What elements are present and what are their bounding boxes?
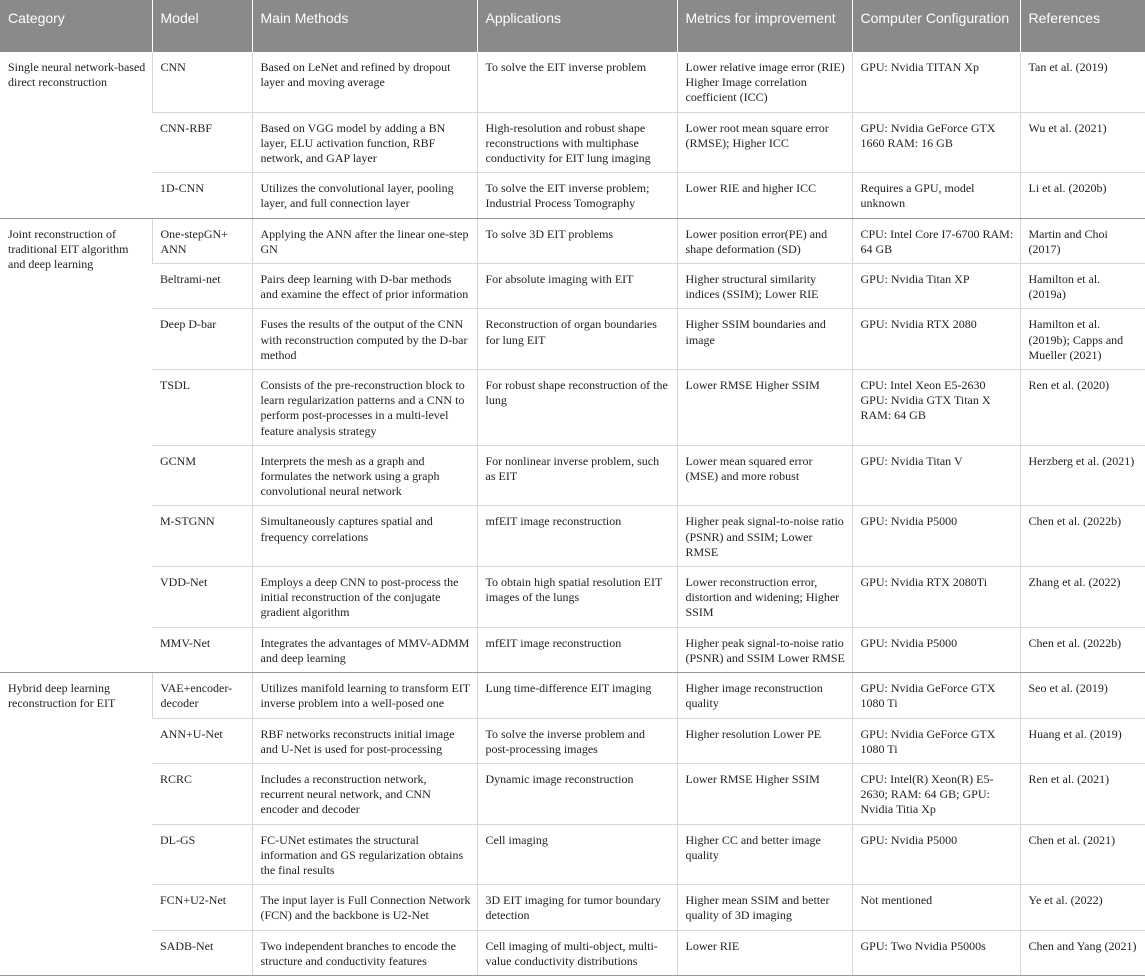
applications-cell: High-resolution and robust shape reconstructions with multiphase conductivity for EIT lung imaging xyxy=(477,112,677,173)
model-cell: TSDL xyxy=(152,370,252,446)
metrics-cell: Lower RIE and higher ICC xyxy=(677,173,852,218)
metrics-cell: Lower RMSE Higher SSIM xyxy=(677,763,852,824)
config-cell: GPU: Nvidia TITAN Xp xyxy=(852,52,1020,112)
header-category: Category xyxy=(0,0,152,52)
references-cell: Seo et al. (2019) xyxy=(1020,673,1145,718)
model-cell: CNN xyxy=(152,52,252,112)
table-row xyxy=(0,567,1145,628)
applications-cell: Reconstruction of organ boundaries for lung EIT xyxy=(477,309,677,370)
table-row xyxy=(0,718,1145,763)
header-metrics: Metrics for improvement xyxy=(677,0,852,52)
metrics-cell: Higher resolution Lower PE xyxy=(677,718,852,763)
table-row xyxy=(0,627,1145,672)
config-cell: GPU: Nvidia Titan XP xyxy=(852,264,1020,309)
category-cell: Single neural network-based direct reconstruction xyxy=(0,52,152,218)
applications-cell: To solve the EIT inverse problem; Industrial Process Tomography xyxy=(477,173,677,218)
table-row xyxy=(0,673,1145,718)
config-cell: CPU: Intel(R) Xeon(R) E5-2630; RAM: 64 GB; GPU: Nvidia Titia Xp xyxy=(852,763,1020,824)
model-cell: ANN+U-Net xyxy=(152,718,252,763)
model-cell: DL-GS xyxy=(152,824,252,885)
metrics-cell: Lower root mean square error (RMSE); Higher ICC xyxy=(677,112,852,173)
applications-cell: To solve the EIT inverse problem xyxy=(477,52,677,112)
table-row xyxy=(0,370,1145,446)
metrics-cell: Higher image reconstruction quality xyxy=(677,673,852,718)
metrics-cell: Higher CC and better image quality xyxy=(677,824,852,885)
category-cell: Hybrid deep learning reconstruction for EIT xyxy=(0,673,152,976)
applications-cell: Cell imaging xyxy=(477,824,677,885)
methods-cell: Consists of the pre-reconstruction block to learn regularization patterns and a CNN to perform post-processes in a multi-level feature analysis strategy xyxy=(252,370,477,446)
header-model: Model xyxy=(152,0,252,52)
methods-cell: Applying the ANN after the linear one-step GN xyxy=(252,218,477,263)
applications-cell: To solve 3D EIT problems xyxy=(477,218,677,263)
config-cell: GPU: Nvidia P5000 xyxy=(852,506,1020,567)
references-cell: Hamilton et al. (2019b); Capps and Mueller (2021) xyxy=(1020,309,1145,370)
config-cell: Not mentioned xyxy=(852,885,1020,930)
applications-cell: 3D EIT imaging for tumor boundary detection xyxy=(477,885,677,930)
applications-cell: For robust shape reconstruction of the lung xyxy=(477,370,677,446)
applications-cell: Dynamic image reconstruction xyxy=(477,763,677,824)
config-cell: GPU: Nvidia Titan V xyxy=(852,445,1020,506)
header-computer-configuration: Computer Configuration xyxy=(852,0,1020,52)
config-cell: GPU: Nvidia RTX 2080Ti xyxy=(852,567,1020,628)
header-main-methods: Main Methods xyxy=(252,0,477,52)
applications-cell: mfEIT image reconstruction xyxy=(477,627,677,672)
metrics-cell: Lower RMSE Higher SSIM xyxy=(677,370,852,446)
config-cell: Requires a GPU, model unknown xyxy=(852,173,1020,218)
applications-cell: Cell imaging of multi-object, multi-value conductivity distributions xyxy=(477,930,677,975)
model-cell: MMV-Net xyxy=(152,627,252,672)
metrics-cell: Higher peak signal-to-noise ratio (PSNR) and SSIM Lower RMSE xyxy=(677,627,852,672)
methods-cell: Employs a deep CNN to post-process the initial reconstruction of the conjugate gradient algorithm xyxy=(252,567,477,628)
methods-cell: Two independent branches to encode the structure and conductivity features xyxy=(252,930,477,975)
config-cell: GPU: Nvidia GeForce GTX 1660 RAM: 16 GB xyxy=(852,112,1020,173)
table-row xyxy=(0,824,1145,885)
references-cell: Hamilton et al. (2019a) xyxy=(1020,264,1145,309)
table-row xyxy=(0,506,1145,567)
methods-cell: The input layer is Full Connection Network (FCN) and the backbone is U2-Net xyxy=(252,885,477,930)
header-applications: Applications xyxy=(477,0,677,52)
references-cell: Wu et al. (2021) xyxy=(1020,112,1145,173)
references-cell: Ye et al. (2022) xyxy=(1020,885,1145,930)
model-cell: Deep D-bar xyxy=(152,309,252,370)
header-references: References xyxy=(1020,0,1145,52)
config-cell: GPU: Nvidia P5000 xyxy=(852,627,1020,672)
model-cell: One-stepGN+ ANN xyxy=(152,218,252,263)
config-cell: GPU: Two Nvidia P5000s xyxy=(852,930,1020,975)
model-cell: Beltrami-net xyxy=(152,264,252,309)
config-cell: CPU: Intel Xeon E5-2630 GPU: Nvidia GTX Titan X RAM: 64 GB xyxy=(852,370,1020,446)
table-row xyxy=(0,52,1145,112)
references-cell: Ren et al. (2021) xyxy=(1020,763,1145,824)
methods-cell: Utilizes the convolutional layer, pooling layer, and full connection layer xyxy=(252,173,477,218)
model-cell: VDD-Net xyxy=(152,567,252,628)
methods-cell: Fuses the results of the output of the CNN with reconstruction computed by the D-bar method xyxy=(252,309,477,370)
config-cell: GPU: Nvidia GeForce GTX 1080 Ti xyxy=(852,673,1020,718)
references-cell: Chen et al. (2022b) xyxy=(1020,506,1145,567)
metrics-cell: Higher mean SSIM and better quality of 3D imaging xyxy=(677,885,852,930)
metrics-cell: Lower position error(PE) and shape deformation (SD) xyxy=(677,218,852,263)
methods-cell: FC-UNet estimates the structural information and GS regularization obtains the final results xyxy=(252,824,477,885)
header-row xyxy=(0,0,1145,52)
methods-cell: Based on VGG model by adding a BN layer, ELU activation function, RBF network, and GAP layer xyxy=(252,112,477,173)
model-cell: FCN+U2-Net xyxy=(152,885,252,930)
methods-cell: RBF networks reconstructs initial image and U-Net is used for post-processing xyxy=(252,718,477,763)
methods-cell: Utilizes manifold learning to transform EIT inverse problem into a well-posed one xyxy=(252,673,477,718)
metrics-cell: Higher SSIM boundaries and image xyxy=(677,309,852,370)
table-row xyxy=(0,763,1145,824)
references-cell: Tan et al. (2019) xyxy=(1020,52,1145,112)
applications-cell: To solve the inverse problem and post-processing images xyxy=(477,718,677,763)
metrics-cell: Lower mean squared error (MSE) and more robust xyxy=(677,445,852,506)
metrics-cell: Higher peak signal-to-noise ratio (PSNR) and SSIM; Lower RMSE xyxy=(677,506,852,567)
config-cell: GPU: Nvidia P5000 xyxy=(852,824,1020,885)
methods-cell: Simultaneously captures spatial and frequency correlations xyxy=(252,506,477,567)
metrics-cell: Lower RIE xyxy=(677,930,852,975)
references-cell: Chen and Yang (2021) xyxy=(1020,930,1145,975)
category-cell: Joint reconstruction of traditional EIT algorithm and deep learning xyxy=(0,218,152,672)
applications-cell: To obtain high spatial resolution EIT images of the lungs xyxy=(477,567,677,628)
metrics-cell: Lower relative image error (RIE) Higher Image correlation coefficient (ICC) xyxy=(677,52,852,112)
model-cell: GCNM xyxy=(152,445,252,506)
config-cell: GPU: Nvidia GeForce GTX 1080 Ti xyxy=(852,718,1020,763)
table-row xyxy=(0,885,1145,930)
table-row xyxy=(0,264,1145,309)
references-cell: Martin and Choi (2017) xyxy=(1020,218,1145,263)
config-cell: GPU: Nvidia RTX 2080 xyxy=(852,309,1020,370)
references-cell: Chen et al. (2021) xyxy=(1020,824,1145,885)
metrics-cell: Higher structural similarity indices (SSIM); Lower RIE xyxy=(677,264,852,309)
model-cell: CNN-RBF xyxy=(152,112,252,173)
applications-cell: For nonlinear inverse problem, such as EIT xyxy=(477,445,677,506)
table-row xyxy=(0,173,1145,218)
references-cell: Huang et al. (2019) xyxy=(1020,718,1145,763)
references-cell: Ren et al. (2020) xyxy=(1020,370,1145,446)
metrics-cell: Lower reconstruction error, distortion and widening; Higher SSIM xyxy=(677,567,852,628)
config-cell: CPU: Intel Core I7-6700 RAM: 64 GB xyxy=(852,218,1020,263)
references-cell: Chen et al. (2022b) xyxy=(1020,627,1145,672)
model-cell: 1D-CNN xyxy=(152,173,252,218)
applications-cell: For absolute imaging with EIT xyxy=(477,264,677,309)
methods-cell: Pairs deep learning with D-bar methods and examine the effect of prior information xyxy=(252,264,477,309)
table-body xyxy=(0,52,1145,975)
methods-cell: Interprets the mesh as a graph and formulates the network using a graph convolutional neural network xyxy=(252,445,477,506)
references-cell: Zhang et al. (2022) xyxy=(1020,567,1145,628)
table-row xyxy=(0,309,1145,370)
methods-cell: Based on LeNet and refined by dropout layer and moving average xyxy=(252,52,477,112)
references-cell: Li et al. (2020b) xyxy=(1020,173,1145,218)
methods-cell: Integrates the advantages of MMV-ADMM and deep learning xyxy=(252,627,477,672)
table-row xyxy=(0,930,1145,975)
applications-cell: Lung time-difference EIT imaging xyxy=(477,673,677,718)
applications-cell: mfEIT image reconstruction xyxy=(477,506,677,567)
table-row xyxy=(0,218,1145,263)
model-cell: VAE+encoder-decoder xyxy=(152,673,252,718)
table-row xyxy=(0,445,1145,506)
model-cell: RCRC xyxy=(152,763,252,824)
model-cell: SADB-Net xyxy=(152,930,252,975)
table-row xyxy=(0,112,1145,173)
model-cell: M-STGNN xyxy=(152,506,252,567)
methods-cell: Includes a reconstruction network, recurrent neural network, and CNN encoder and decoder xyxy=(252,763,477,824)
references-cell: Herzberg et al. (2021) xyxy=(1020,445,1145,506)
